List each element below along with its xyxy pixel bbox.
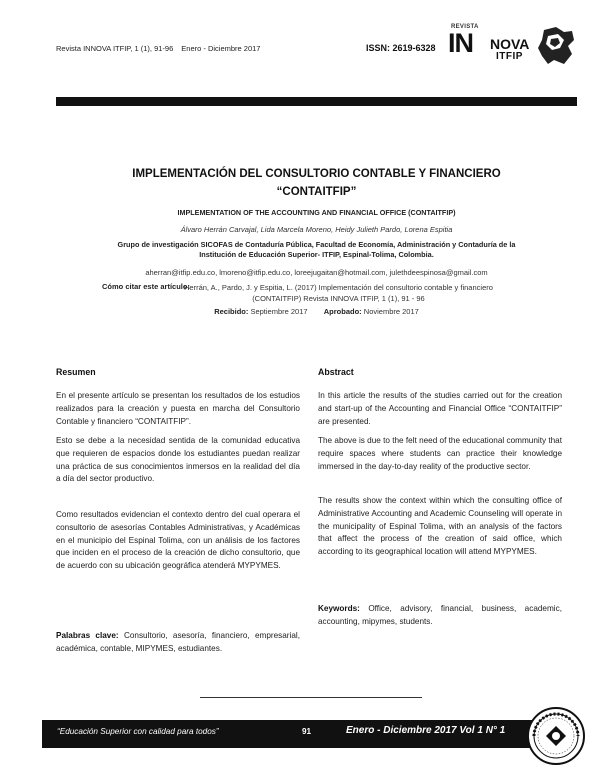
affiliation-line-1: Grupo de investigación SICOFAS de Contaduría Pública, Facultad de Economía, Administración y Contaduría de la xyxy=(117,240,516,249)
article-title-acronym: “CONTAITFIP” xyxy=(276,186,357,198)
received-label: Recibido: xyxy=(214,307,249,316)
received-value: Septiembre 2017 xyxy=(250,307,308,316)
journal-reference xyxy=(56,44,260,53)
abstract-paragraph-1: In this article the results of the studies carried out for the creation and start-up of the Accounting and Financial Office “CONTAITFIP” are presented. xyxy=(318,391,562,426)
palabras-clave-label: Palabras clave: xyxy=(56,631,119,640)
approved-value: Noviembre 2017 xyxy=(363,307,419,316)
journal-date: Enero - Diciembre 2017 xyxy=(181,44,261,53)
keywords-list: Office, advisory, financial, business, academic, accounting, mipymes, students. xyxy=(318,604,562,626)
resumen-paragraph-2: Esto se debe a la necesidad sentida de la comunidad educativa que requieren de espacios donde los estudiantes puedan realizar una práctica de sus conocimientos inmersos en la realidad del día a día del sector productivo. xyxy=(56,436,300,484)
keywords xyxy=(318,603,562,629)
keywords-label: Keywords: xyxy=(318,604,360,613)
citation-line-1: Herrán, A., Pardo, J. y Espitia, L. (2017) Implementación del consultorio contable y financiero xyxy=(184,283,493,292)
abstract-heading: Abstract xyxy=(318,367,354,377)
footer-volume-date: Enero - Diciembre 2017 Vol 1 N° 1 xyxy=(346,725,506,736)
journal-ref: Revista INNOVA ITFIP, 1 (1), 91-96 xyxy=(56,44,174,53)
innova-logo xyxy=(446,24,576,68)
logo-itfip: ITFIP xyxy=(496,51,523,62)
affiliation xyxy=(64,240,569,260)
resumen-paragraph-1: En el presente artículo se presentan los resultados de los estudios realizados para la creación y puesta en marcha del Consultorio Contable y financiero “CONTAITFIP”. xyxy=(56,391,300,426)
institution-seal-icon xyxy=(526,706,586,766)
affiliation-line-2: Institución de Educación Superior- ITFIP, Espinal-Tolima, Colombia. xyxy=(199,250,434,259)
approved-label: Aprobado: xyxy=(323,307,362,316)
logo-revista: REVISTA xyxy=(451,24,479,30)
footer-motto: “Educación Superior con calidad para todos” xyxy=(57,727,219,736)
palabras-clave-list: Consultorio, asesoría, financiero, empresarial, académica, contable, MIPYMES, estudiantes. xyxy=(56,631,300,653)
article-title: IMPLEMENTACIÓN DEL CONSULTORIO CONTABLE Y FINANCIERO xyxy=(132,168,501,180)
page-number: 91 xyxy=(302,727,312,736)
abstract-paragraph-3: The results show the context within which the consulting office of Administrative Accounting and Academic Counseling will operate in the municipality of Espinal Tolima, with an analysis of the factors that affect the process of the creation of said office, which according to its geographical location will attend MYPYMES. xyxy=(318,496,562,557)
citation-line-2: (CONTAITFIP) Revista INNOVA ITFIP, 1 (1), 91 - 96 xyxy=(252,294,425,303)
resumen-heading: Resumen xyxy=(56,367,96,377)
logo-in: IN xyxy=(448,28,473,58)
english-title: IMPLEMENTATION OF THE ACCOUNTING AND FINANCIAL OFFICE (CONTAITFIP) xyxy=(177,208,456,217)
cite-label: Cómo citar este artículo: xyxy=(102,282,190,291)
resumen-paragraph-3: Como resultados evidencian el contexto dentro del cual operara el consultorio de asesorías Contables Administrativas, y Académicas en el municipio del Espinal Tolima, con un análisis de los factores que inciden en el proceso de la creación de dicho consultorio, que de acuerdo con su ubicación geográfica atenderá MYPYMES. xyxy=(56,510,300,571)
logo-nova: NOVA xyxy=(490,36,530,52)
tolima-map-icon xyxy=(534,26,576,66)
authors: Álvaro Herrán Carvajal, Lida Marcela Moreno, Heidy Julieth Pardo, Lorena Espitia xyxy=(180,225,453,234)
dates xyxy=(56,307,577,316)
issn: ISSN: 2619-6328 xyxy=(366,43,436,53)
header-bar xyxy=(56,97,577,106)
citation xyxy=(184,282,493,304)
abstract-paragraph-2: The above is due to the felt need of the educational community that require spaces where students can practice their knowledge immersed in the day-to-day reality of the productive sector. xyxy=(318,436,562,471)
palabras-clave xyxy=(56,630,300,656)
footer-separator xyxy=(200,697,422,698)
author-emails: aherran@itfip.edu.co, lmoreno@itfip.edu.co, loreejugaitan@hotmail.com, julethdeespinosa@gmail.com xyxy=(145,268,488,277)
